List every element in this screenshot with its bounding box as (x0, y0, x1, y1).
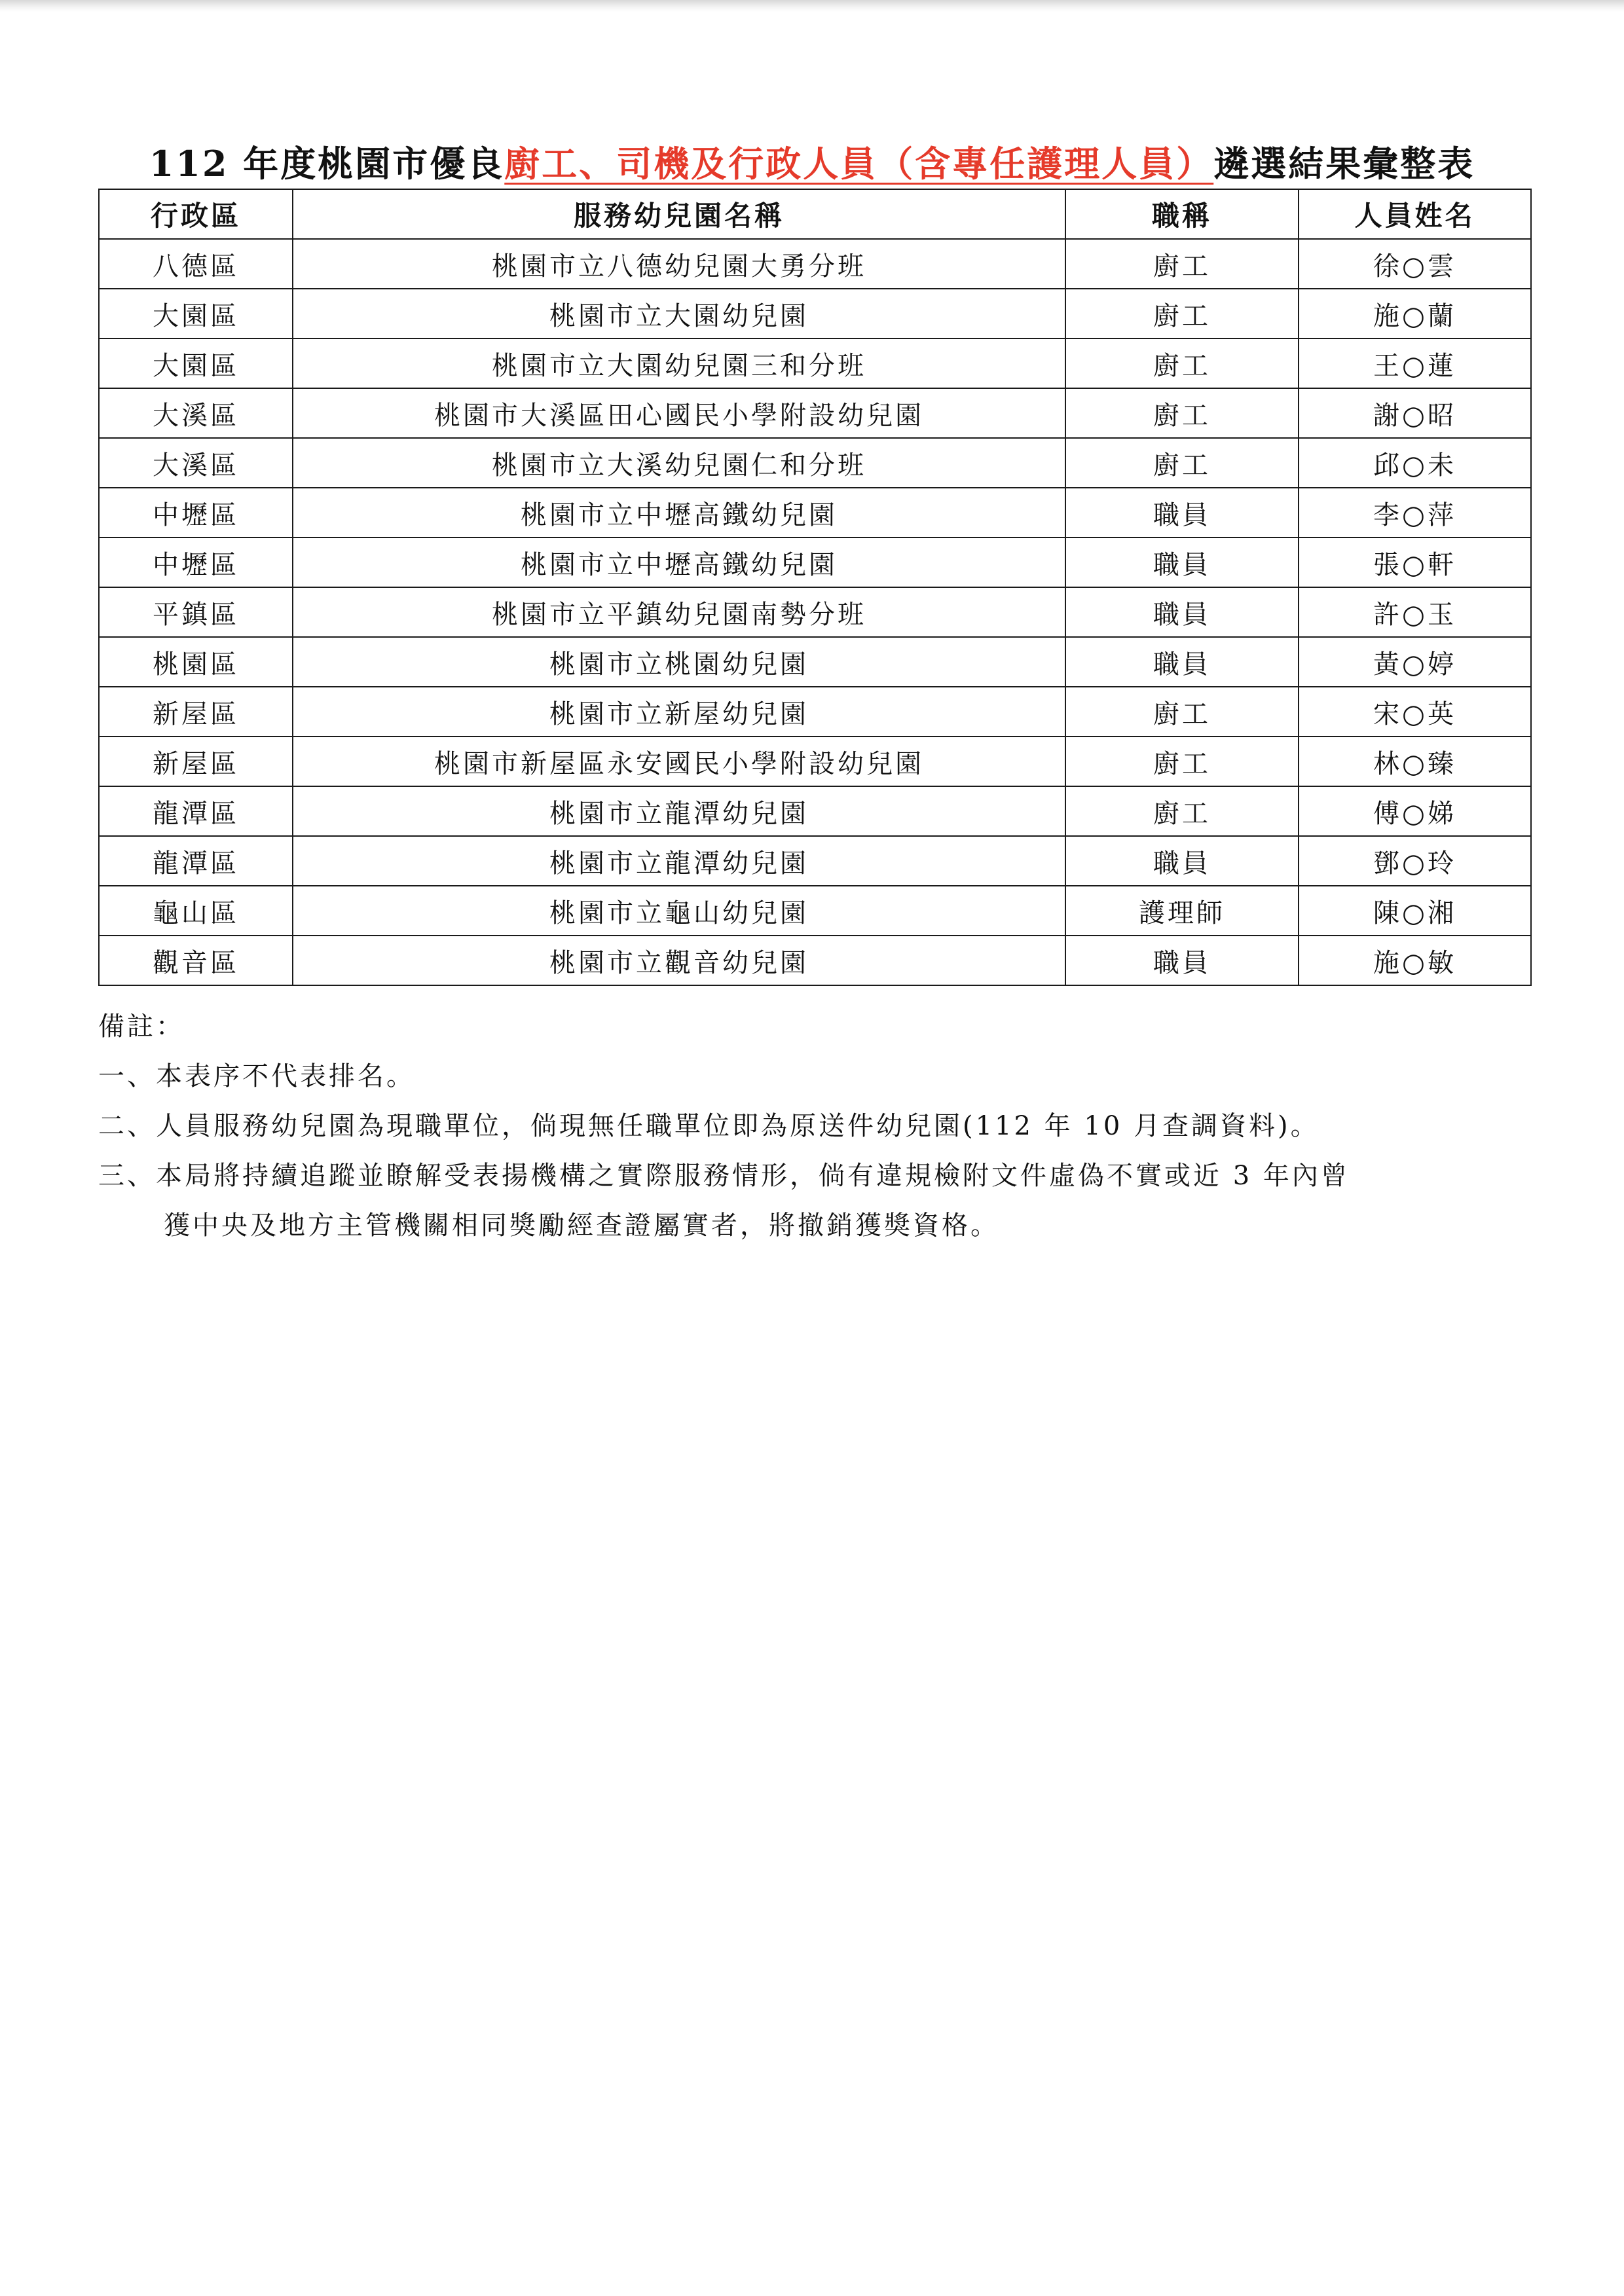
cell-district: 大園區 (99, 289, 293, 338)
cell-district: 觀音區 (99, 936, 293, 985)
cell-person-name: 陳○湘 (1299, 886, 1531, 936)
cell-person-name: 李○萍 (1299, 488, 1531, 538)
cell-district: 桃園區 (99, 637, 293, 687)
table-row (99, 936, 1531, 985)
cell-job-title: 廚工 (1065, 786, 1299, 836)
cell-job-title: 職員 (1065, 836, 1299, 886)
document-title (98, 136, 1526, 187)
table-row (99, 538, 1531, 587)
cell-kindergarten: 桃園市立龍潭幼兒園 (293, 836, 1065, 886)
cell-job-title: 廚工 (1065, 687, 1299, 737)
cell-person-name: 張○軒 (1299, 538, 1531, 587)
title-highlight: 廚工、司機及行政人員（含專任護理人員） (504, 143, 1214, 185)
cell-kindergarten: 桃園市新屋區永安國民小學附設幼兒園 (293, 737, 1065, 786)
table-row (99, 438, 1531, 488)
cell-person-name: 施○敏 (1299, 936, 1531, 985)
cell-person-name: 傅○娣 (1299, 786, 1531, 836)
header-district: 行政區 (99, 189, 293, 239)
notes-heading: 備註： (98, 1011, 185, 1042)
note-item-3-continued: 獲中央及地方主管機關相同獎勵經查證屬實者，將撤銷獲獎資格。 (164, 1211, 999, 1241)
cell-person-name: 邱○未 (1299, 438, 1531, 488)
results-table (98, 189, 1532, 986)
notes-section (98, 1002, 1539, 1250)
cell-person-name: 林○臻 (1299, 737, 1531, 786)
cell-kindergarten: 桃園市立龜山幼兒園 (293, 886, 1065, 936)
table-row (99, 886, 1531, 936)
cell-job-title: 廚工 (1065, 737, 1299, 786)
cell-district: 大溪區 (99, 388, 293, 438)
cell-job-title: 廚工 (1065, 388, 1299, 438)
table-row (99, 737, 1531, 786)
note-item-1: 一、本表序不代表排名。 (98, 1061, 415, 1091)
table-row (99, 239, 1531, 289)
cell-job-title: 職員 (1065, 538, 1299, 587)
cell-job-title: 廚工 (1065, 239, 1299, 289)
cell-district: 中壢區 (99, 488, 293, 538)
cell-kindergarten: 桃園市立中壢高鐵幼兒園 (293, 488, 1065, 538)
table-row (99, 836, 1531, 886)
cell-person-name: 王○蓮 (1299, 338, 1531, 388)
cell-person-name: 徐○雲 (1299, 239, 1531, 289)
cell-kindergarten: 桃園市立平鎮幼兒園南勢分班 (293, 587, 1065, 637)
cell-district: 八德區 (99, 239, 293, 289)
table-row (99, 388, 1531, 438)
cell-person-name: 謝○昭 (1299, 388, 1531, 438)
cell-kindergarten: 桃園市立中壢高鐵幼兒園 (293, 538, 1065, 587)
cell-job-title: 職員 (1065, 936, 1299, 985)
cell-kindergarten: 桃園市立大園幼兒園三和分班 (293, 338, 1065, 388)
cell-kindergarten: 桃園市立桃園幼兒園 (293, 637, 1065, 687)
cell-person-name: 許○玉 (1299, 587, 1531, 637)
cell-job-title: 廚工 (1065, 338, 1299, 388)
cell-district: 中壢區 (99, 538, 293, 587)
cell-person-name: 鄧○玲 (1299, 836, 1531, 886)
table-row (99, 488, 1531, 538)
cell-kindergarten: 桃園市立觀音幼兒園 (293, 936, 1065, 985)
title-suffix: 遴選結果彙整表 (1213, 143, 1475, 185)
cell-district: 龍潭區 (99, 836, 293, 886)
cell-district: 平鎮區 (99, 587, 293, 637)
cell-job-title: 職員 (1065, 488, 1299, 538)
table-row (99, 687, 1531, 737)
table-row (99, 587, 1531, 637)
note-item-2: 二、人員服務幼兒園為現職單位，倘現無任職單位即為原送件幼兒園(112 年 10 月查調資料)。 (98, 1111, 1320, 1141)
cell-district: 大溪區 (99, 438, 293, 488)
cell-district: 龜山區 (99, 886, 293, 936)
cell-kindergarten: 桃園市立大園幼兒園 (293, 289, 1065, 338)
table-row (99, 289, 1531, 338)
table-row (99, 786, 1531, 836)
cell-district: 新屋區 (99, 737, 293, 786)
cell-job-title: 廚工 (1065, 438, 1299, 488)
cell-kindergarten: 桃園市立八德幼兒園大勇分班 (293, 239, 1065, 289)
cell-kindergarten: 桃園市大溪區田心國民小學附設幼兒園 (293, 388, 1065, 438)
cell-district: 大園區 (99, 338, 293, 388)
cell-district: 龍潭區 (99, 786, 293, 836)
header-kindergarten: 服務幼兒園名稱 (293, 189, 1065, 239)
cell-person-name: 黃○婷 (1299, 637, 1531, 687)
scan-top-edge (0, 0, 1624, 12)
cell-job-title: 職員 (1065, 587, 1299, 637)
cell-job-title: 廚工 (1065, 289, 1299, 338)
table-body (99, 239, 1531, 985)
title-prefix: 112 年度桃園市優良 (149, 143, 505, 185)
cell-kindergarten: 桃園市立大溪幼兒園仁和分班 (293, 438, 1065, 488)
cell-job-title: 護理師 (1065, 886, 1299, 936)
note-item-3: 三、本局將持續追蹤並瞭解受表揚機構之實際服務情形，倘有違規檢附文件虛偽不實或近 3 年內曾 (98, 1161, 1350, 1191)
cell-district: 新屋區 (99, 687, 293, 737)
header-person-name: 人員姓名 (1299, 189, 1531, 239)
header-row (99, 189, 1531, 239)
cell-kindergarten: 桃園市立龍潭幼兒園 (293, 786, 1065, 836)
cell-kindergarten: 桃園市立新屋幼兒園 (293, 687, 1065, 737)
cell-person-name: 施○蘭 (1299, 289, 1531, 338)
table-row (99, 637, 1531, 687)
cell-person-name: 宋○英 (1299, 687, 1531, 737)
header-job-title: 職稱 (1065, 189, 1299, 239)
cell-job-title: 職員 (1065, 637, 1299, 687)
table-header (99, 189, 1531, 239)
table-row (99, 338, 1531, 388)
